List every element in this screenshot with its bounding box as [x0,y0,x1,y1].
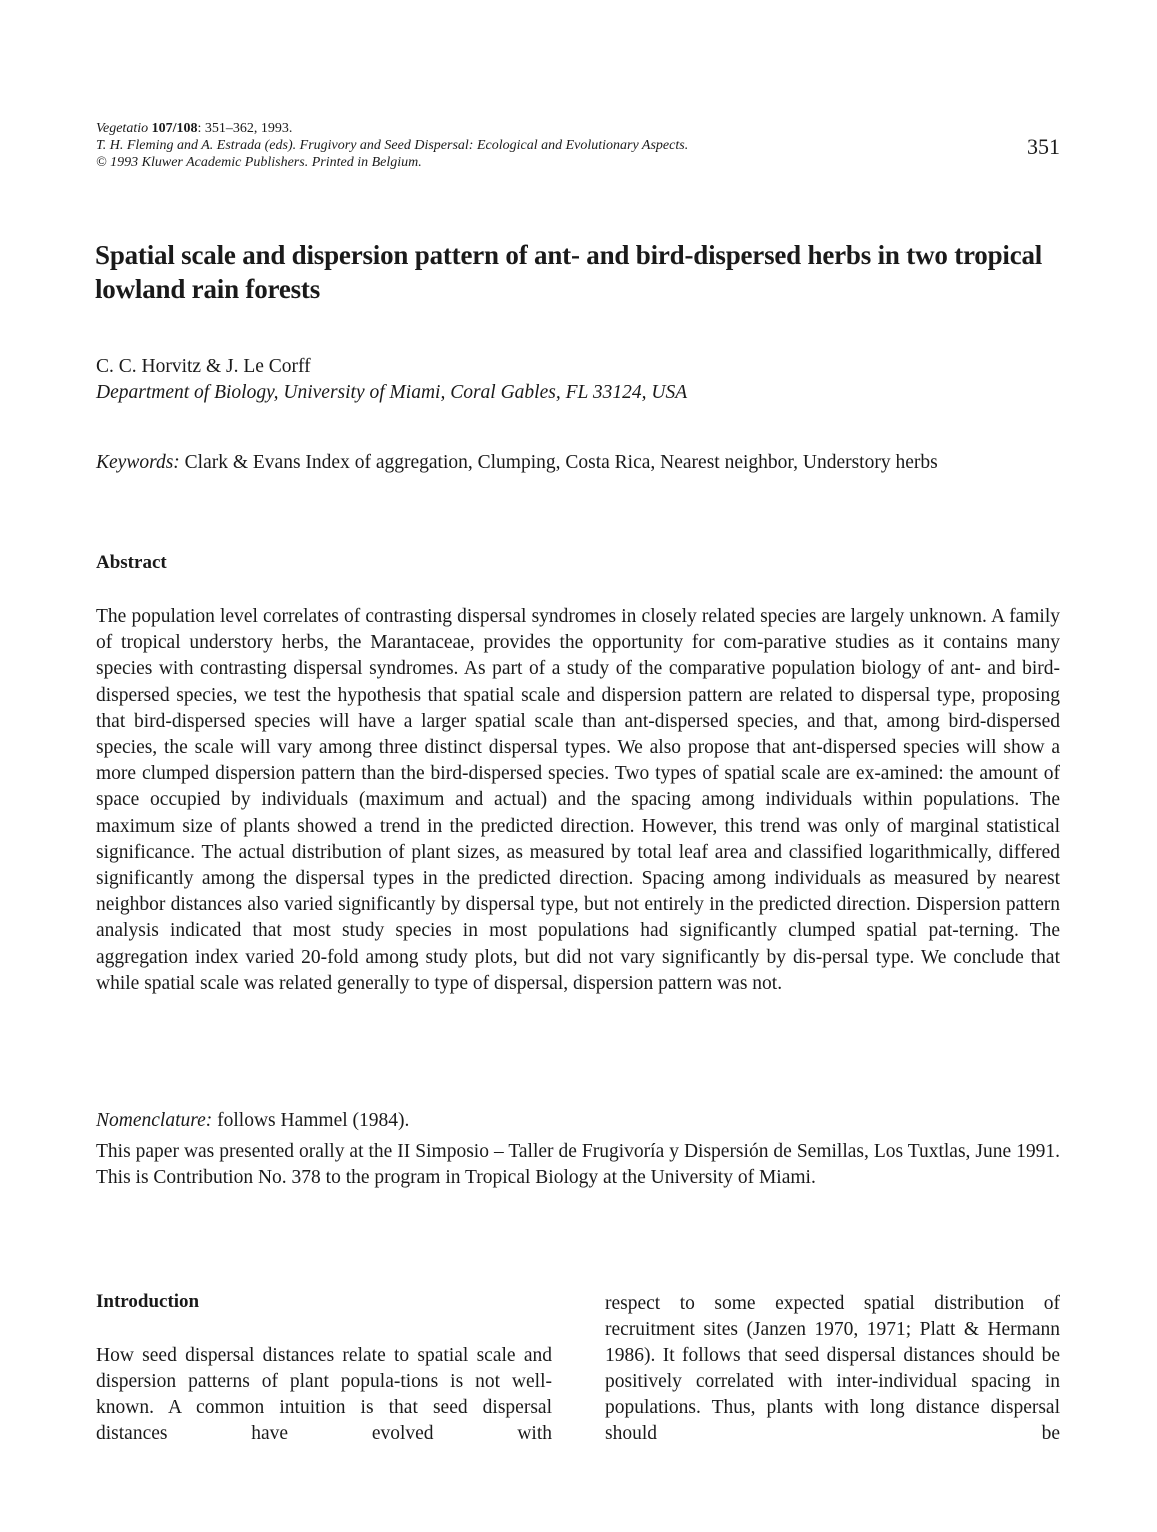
keywords-label: Keywords: [96,452,180,473]
journal-volume: 107/108 [151,121,198,136]
citation-line [96,120,896,137]
copyright-line: © 1993 Kluwer Academic Publishers. Printed in Belgium. [96,155,422,170]
citation-pages-year: : 351–362, 1993. [197,121,293,136]
paper-title: Spatial scale and dispersion pattern of ant- and bird-dispersed herbs in two tropical lowland rain forests [95,240,1043,304]
abstract-body: The population level correlates of contrasting dispersal syndromes in closely related species are largely unknown. A family of tropical understory herbs, the Marantaceae, provides the opportunity for com-parative studies as it contains many species with contrasting dispersal syndromes. As part of a study of the comparative population biology of ant- and bird-dispersed species, we test the hypothesis that spatial scale and dispersion pattern are related to dispersal type, proposing that bird-dispersed species will have a larger spatial scale than ant-dispersed species, and that, among bird-dispersed species, the scale will vary among three distinct dispersal types. We also propose that ant-dispersed species will show a more clumped dispersion pattern than the bird-dispersed species. Two types of spatial scale are ex-amined: the amount of space occupied by individuals (maximum and actual) and the spacing among individuals within populations. The maximum size of plants showed a trend in the predicted direction. However, this trend was only of marginal statistical significance. The actual distribution of plant sizes, as measured by total leaf area and classified logarithmically, differed significantly among the dispersal types in the predicted direction. Spacing among individuals as measured by nearest neighbor distances also varied significantly by dispersal type, but not entirely in the predicted direction. Dispersion pattern analysis indicated that most study species in most populations had significantly clumped spatial pat-terning. The aggregation index varied 20-fold among study plots, but did not vary significantly by dis-persal type. We conclude that while spatial scale was related generally to type of dispersal, dispersion pattern was not. [96,606,1060,994]
abstract-heading: Abstract [96,552,167,573]
authors: C. C. Horvitz & J. Le Corff [96,356,311,377]
introduction-right-column: respect to some expected spatial distribution of recruitment sites (Janzen 1970, 1971; Platt & Hermann 1986). It follows that seed dispersal distances should be positively correlated with inter-individual spacing in populations. Thus, plants with long distance dispersal should be [605,1293,1060,1444]
keywords-text: Clark & Evans Index of aggregation, Clumping, Costa Rica, Nearest neighbor, Understory herbs [179,452,938,473]
journal-name: Vegetatio [96,121,149,136]
presentation-note: This paper was presented orally at the II Simposio – Taller de Frugivoría y Dispersión de Semillas, Los Tuxtlas, June 1991. This is Contribution No. 378 to the program in Tropical Biology at the University of Miami. [96,1141,1060,1188]
nomenclature-label: Nomenclature: [96,1110,213,1131]
affiliation: Department of Biology, University of Miami, Coral Gables, FL 33124, USA [96,382,688,403]
nomenclature-note [96,1108,1060,1134]
nomenclature-text: follows Hammel (1984). [212,1110,410,1131]
journal-header [96,120,896,171]
editors-line: T. H. Fleming and A. Estrada (eds). Frugivory and Seed Dispersal: Ecological and Evolutionary Aspects. [96,138,689,153]
keywords [96,450,1061,476]
introduction-left-column: How seed dispersal distances relate to spatial scale and dispersion patterns of plant popula-tions is not well-known. A common intuition is that seed dispersal distances have evolved with [96,1345,552,1444]
introduction-heading: Introduction [96,1291,200,1312]
page-number: 351 [1027,134,1060,159]
